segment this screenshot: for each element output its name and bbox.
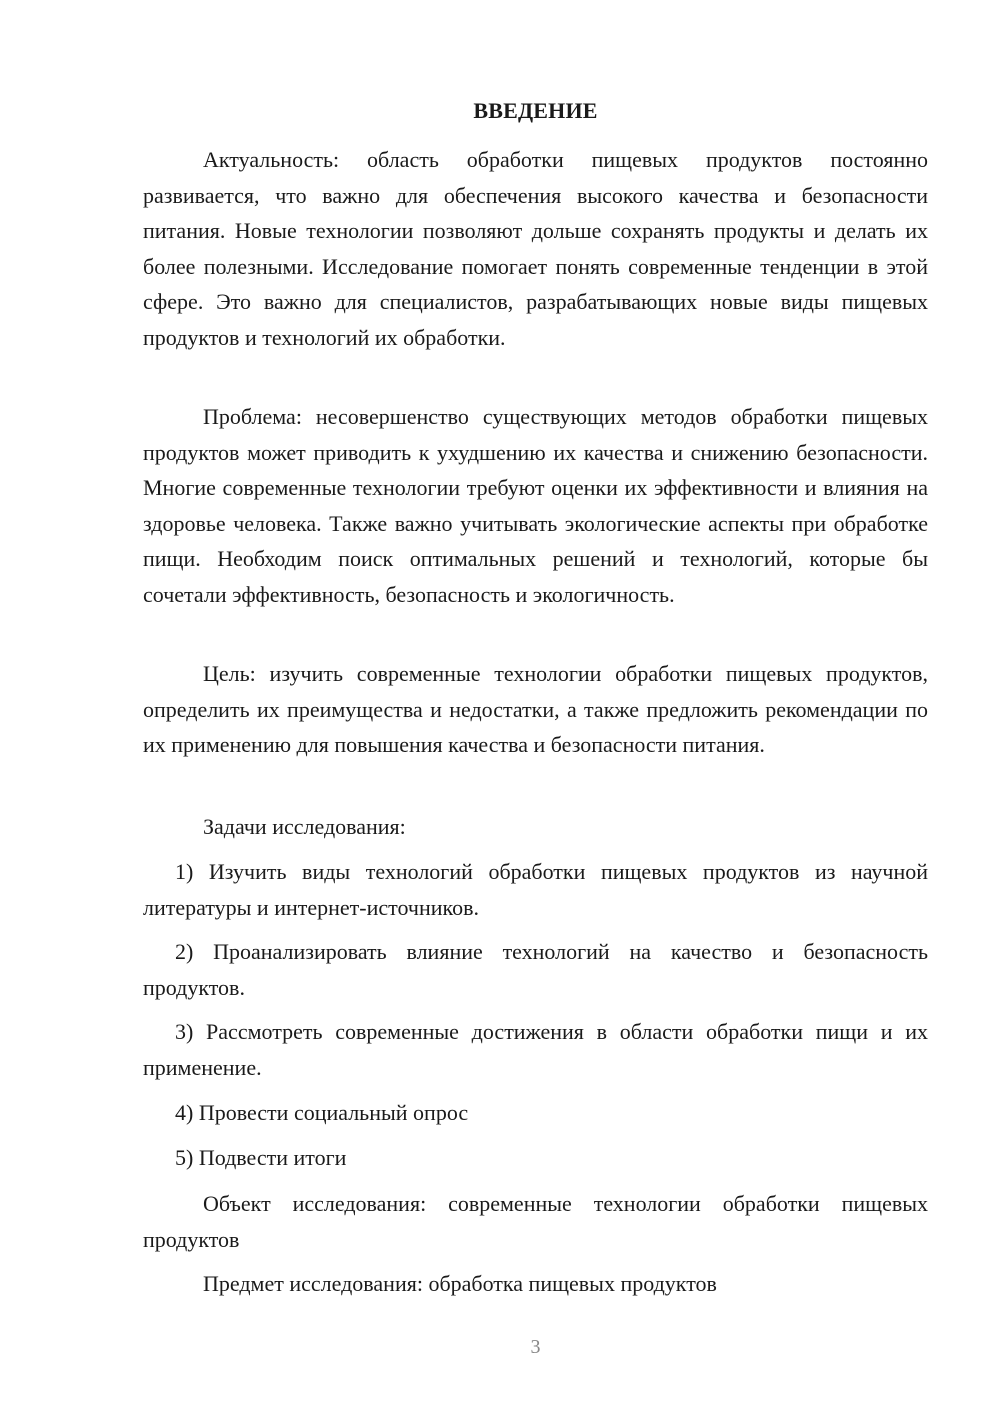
- task-item-2: 2) Проанализировать влияние технологий на качество и безопасность продуктов.: [143, 939, 928, 1000]
- task-item-1: 1) Изучить виды технологий обработки пищевых продуктов из научной литературы и интернет-источников.: [143, 859, 928, 920]
- page-number: 3: [530, 1336, 541, 1358]
- object-paragraph: Объект исследования: современные технологии обработки пищевых продуктов: [143, 1191, 928, 1252]
- relevance-paragraph: Актуальность: область обработки пищевых продуктов постоянно развивается, что важно для обеспечения высокого качества и безопасности питания. Новые технологии позволяют дольше сохранять продукты и делать их более полезными. Исследование помогает понять современные тенденции в этой сфере. Это важно для специалистов, разрабатывающих новые виды пищевых продуктов и технологий их обработки.: [143, 147, 928, 350]
- section-heading: ВВЕДЕНИЕ: [473, 98, 598, 123]
- tasks-heading: Задачи исследования:: [203, 814, 406, 839]
- task-item-4: 4) Провести социальный опрос: [175, 1100, 469, 1125]
- task-item-5: 5) Подвести итоги: [175, 1145, 347, 1170]
- problem-paragraph: Проблема: несовершенство существующих методов обработки пищевых продуктов может приводить к ухудшению их качества и снижению безопасности. Многие современные технологии требуют оценки их эффективности и влияния на здоровье человека. Также важно учитывать экологические аспекты при обработке пищи. Необходим поиск оптимальных решений и технологий, которые бы сочетали эффективность, безопасность и экологичность.: [143, 404, 928, 607]
- goal-paragraph: Цель: изучить современные технологии обработки пищевых продуктов, определить их преимущества и недостатки, а также предложить рекомендации по их применению для повышения качества и безопасности питания.: [143, 661, 928, 757]
- subject-paragraph: Предмет исследования: обработка пищевых продуктов: [203, 1271, 717, 1296]
- task-item-3: 3) Рассмотреть современные достижения в области обработки пищи и их применение.: [143, 1019, 928, 1080]
- document-page: [143, 0, 928, 1414]
